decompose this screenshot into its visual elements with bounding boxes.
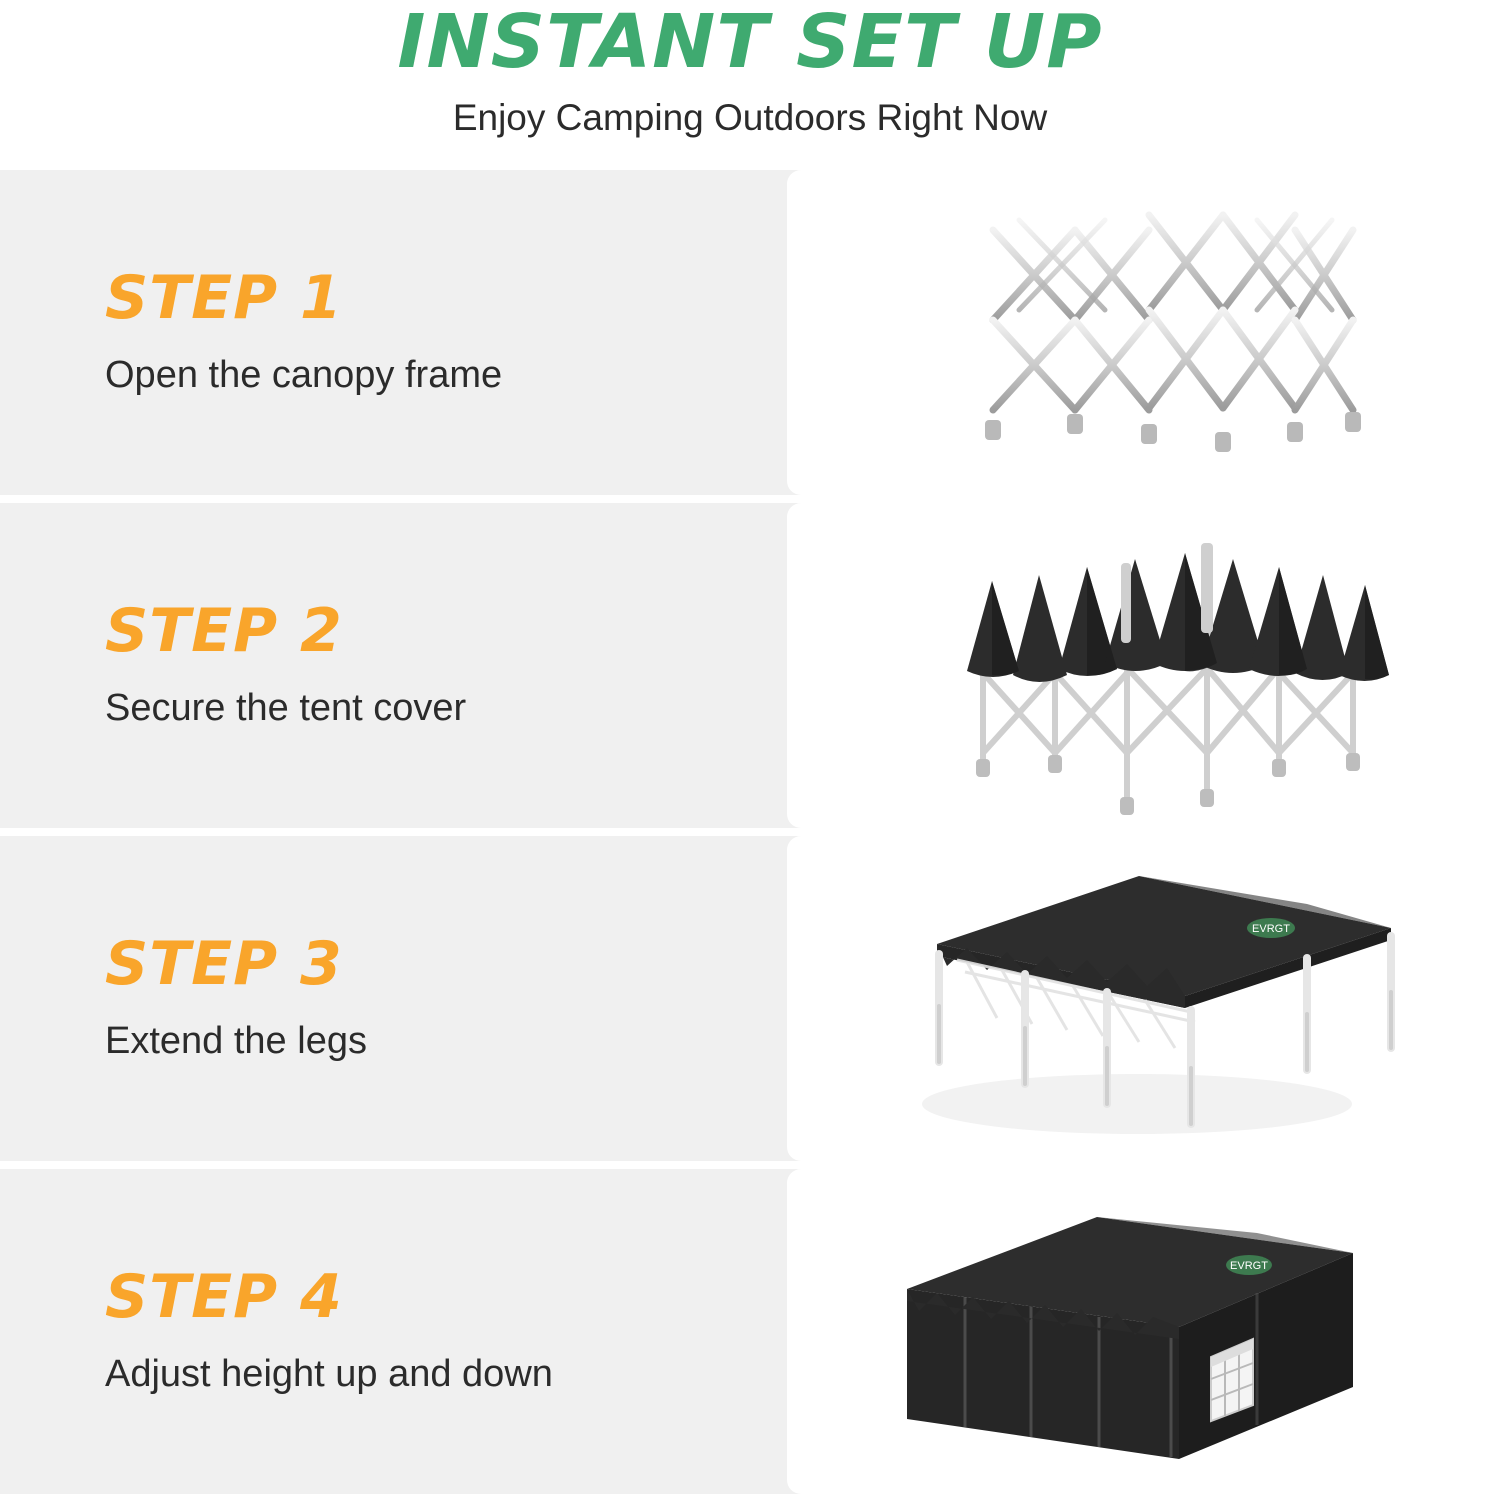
step-description: Open the canopy frame <box>105 353 503 396</box>
page-title: INSTANT SET UP <box>397 0 1103 85</box>
step-label: STEP 1 <box>105 262 343 333</box>
step-label: STEP 2 <box>105 595 343 666</box>
step-label: STEP 4 <box>105 1261 343 1332</box>
step-text-block <box>0 1261 770 1397</box>
step-row <box>0 836 1500 1161</box>
step-description: Secure the tent cover <box>105 686 467 729</box>
step-row <box>0 503 1500 828</box>
svg-text:EVRGT: EVRGT <box>1230 1260 1268 1273</box>
step-image-4 <box>787 1169 1500 1494</box>
step-image-1 <box>787 170 1500 495</box>
step-text-block <box>0 595 770 731</box>
step-description: Extend the legs <box>105 1019 367 1062</box>
step-image-2 <box>787 503 1500 828</box>
step-image-3 <box>787 836 1500 1161</box>
step-label: STEP 3 <box>105 928 343 999</box>
page-subtitle: Enjoy Camping Outdoors Right Now <box>452 96 1048 138</box>
step-row <box>0 170 1500 495</box>
step-text-block <box>0 262 770 398</box>
step-text-block <box>0 928 770 1064</box>
step-row <box>0 1169 1500 1494</box>
header <box>0 0 1500 140</box>
svg-text:EVRGT: EVRGT <box>1252 923 1290 936</box>
step-description: Adjust height up and down <box>105 1352 553 1395</box>
steps-list <box>0 170 1500 1494</box>
